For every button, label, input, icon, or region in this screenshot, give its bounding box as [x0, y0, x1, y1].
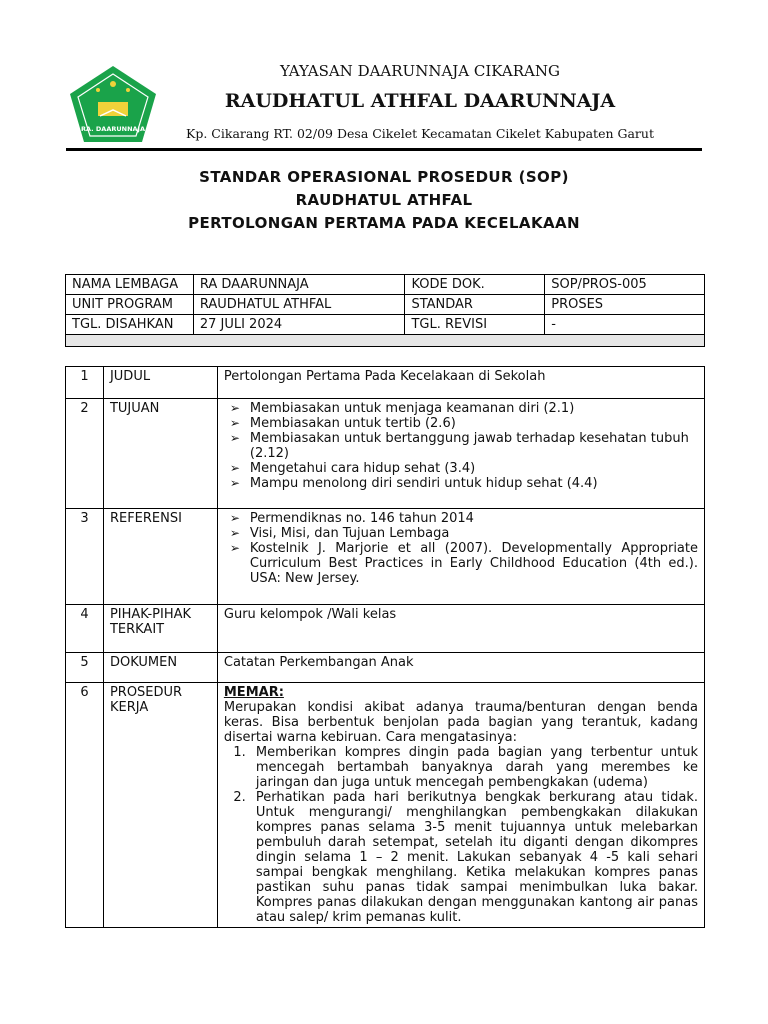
row-content: Guru kelompok /Wali kelas: [217, 605, 704, 653]
list-item: ➢ Membiasakan untuk bertanggung jawab terhadap kesehatan tubuh (2.12): [224, 431, 698, 461]
institution-name: RAUDHATUL ATHFAL DAARUNNAJA: [224, 90, 616, 112]
row-content: [217, 399, 704, 509]
title-line-1: STANDAR OPERASIONAL PROSEDUR (SOP): [199, 168, 569, 186]
row-number: 5: [66, 653, 104, 683]
info-cell: UNIT PROGRAM: [66, 295, 194, 315]
row-content: Catatan Perkembangan Anak: [217, 653, 704, 683]
title-line-3: PERTOLONGAN PERTAMA PADA KECELAKAAN: [188, 214, 580, 232]
info-row: [66, 315, 705, 335]
row-number: 4: [66, 605, 104, 653]
row-number: 2: [66, 399, 104, 509]
logo-text: RA. DAARUNNAJA: [81, 125, 145, 133]
info-cell: KODE DOK.: [405, 275, 545, 295]
list-item: ➢ Kostelnik J. Marjorie et all (2007). Developmentally Appropriate Curriculum Best Practices in Early Childhood Education (4th ed.). USA: New Jersey.: [224, 541, 698, 586]
header-divider: [66, 148, 702, 151]
info-cell: NAMA LEMBAGA: [66, 275, 194, 295]
sop-row-pihak: [66, 605, 705, 653]
list-item: ➢ Membiasakan untuk tertib (2.6): [224, 416, 698, 431]
step-item: 1. Memberikan kompres dingin pada bagian yang terbentur untuk mencegah bertambah banyaknya darah yang merembes ke jaringan dan juga untuk mencegah pembengkakan (udema): [250, 745, 698, 790]
row-label: PROSEDUR KERJA: [103, 683, 217, 928]
title-line-2: RAUDHATUL ATHFAL: [295, 191, 473, 209]
section-intro: Merupakan kondisi akibat adanya trauma/benturan dengan benda keras. Bisa berbentuk benjolan pada bagian yang terantuk, kadang disertai warna kebiruan. Cara mengatasinya:: [223, 700, 698, 745]
list-item: ➢ Visi, Misi, dan Tujuan Lembaga: [224, 526, 698, 541]
row-label: TUJUAN: [103, 399, 217, 509]
row-number: 6: [66, 683, 104, 928]
document-title: [66, 166, 702, 235]
info-row: [66, 275, 705, 295]
list-item: ➢ Membiasakan untuk menjaga keamanan diri (2.1): [224, 401, 698, 416]
sop-row-dokumen: [66, 653, 705, 683]
row-label: DOKUMEN: [103, 653, 217, 683]
step-item: 2. Perhatikan pada hari berikutnya bengkak berkurang atau tidak. Untuk mengurangi/ menghilangkan pembengkakan dilakukan kompres panas selama 3-5 menit tujuannya untuk melebarkan pembuluh darah setempat, setelah itu diganti dengan dikompres dingin selama 1 – 2 menit. Lakukan sebanyak 4 -5 kali sehari sampai bengkak menghilang. Ketika melakukan kompres panas pastikan suhu panas tidak sampai menimbulkan luka bakar. Kompres panas dilakukan dengan menggunakan kantong air panas atau salep/ krim pemanas kulit.: [250, 790, 698, 925]
sop-row-prosedur: [66, 683, 705, 928]
info-cell: -: [545, 315, 705, 335]
row-number: 1: [66, 367, 104, 399]
row-content: Pertolongan Pertama Pada Kecelakaan di Sekolah: [217, 367, 704, 399]
info-cell: TGL. DISAHKAN: [66, 315, 194, 335]
row-label: REFERENSI: [103, 509, 217, 605]
sop-row-tujuan: [66, 399, 705, 509]
row-label: PIHAK-PIHAK TERKAIT: [103, 605, 217, 653]
row-label: JUDUL: [103, 367, 217, 399]
list-item: ➢ Mampu menolong diri sendiri untuk hidup sehat (4.4): [224, 476, 698, 491]
sop-table: [65, 366, 705, 928]
info-cell: STANDAR: [405, 295, 545, 315]
separator-row: [66, 335, 705, 347]
tujuan-list: [224, 401, 698, 491]
row-content: [217, 509, 704, 605]
row-content: [217, 683, 704, 928]
referensi-list: [224, 511, 698, 586]
sop-row-judul: [66, 367, 705, 399]
info-cell: PROSES: [545, 295, 705, 315]
school-logo: [68, 64, 158, 144]
section-heading: MEMAR:: [223, 685, 284, 700]
info-cell: 27 JULI 2024: [193, 315, 405, 335]
row-number: 3: [66, 509, 104, 605]
list-item: ➢ Permendiknas no. 146 tahun 2014: [224, 511, 698, 526]
institution-address: Kp. Cikarang RT. 02/09 Desa Cikelet Kecamatan Cikelet Kabupaten Garut: [186, 126, 654, 141]
info-cell: RA DAARUNNAJA: [193, 275, 405, 295]
info-cell: SOP/PROS-005: [545, 275, 705, 295]
info-cell: RAUDHATUL ATHFAL: [193, 295, 405, 315]
sop-row-referensi: [66, 509, 705, 605]
info-row: [66, 295, 705, 315]
steps-list: [224, 745, 698, 925]
info-table: [65, 274, 705, 347]
list-item: ➢ Mengetahui cara hidup sehat (3.4): [224, 461, 698, 476]
yayasan-name: YAYASAN DAARUNNAJA CIKARANG: [280, 62, 560, 80]
info-cell: TGL. REVISI: [405, 315, 545, 335]
